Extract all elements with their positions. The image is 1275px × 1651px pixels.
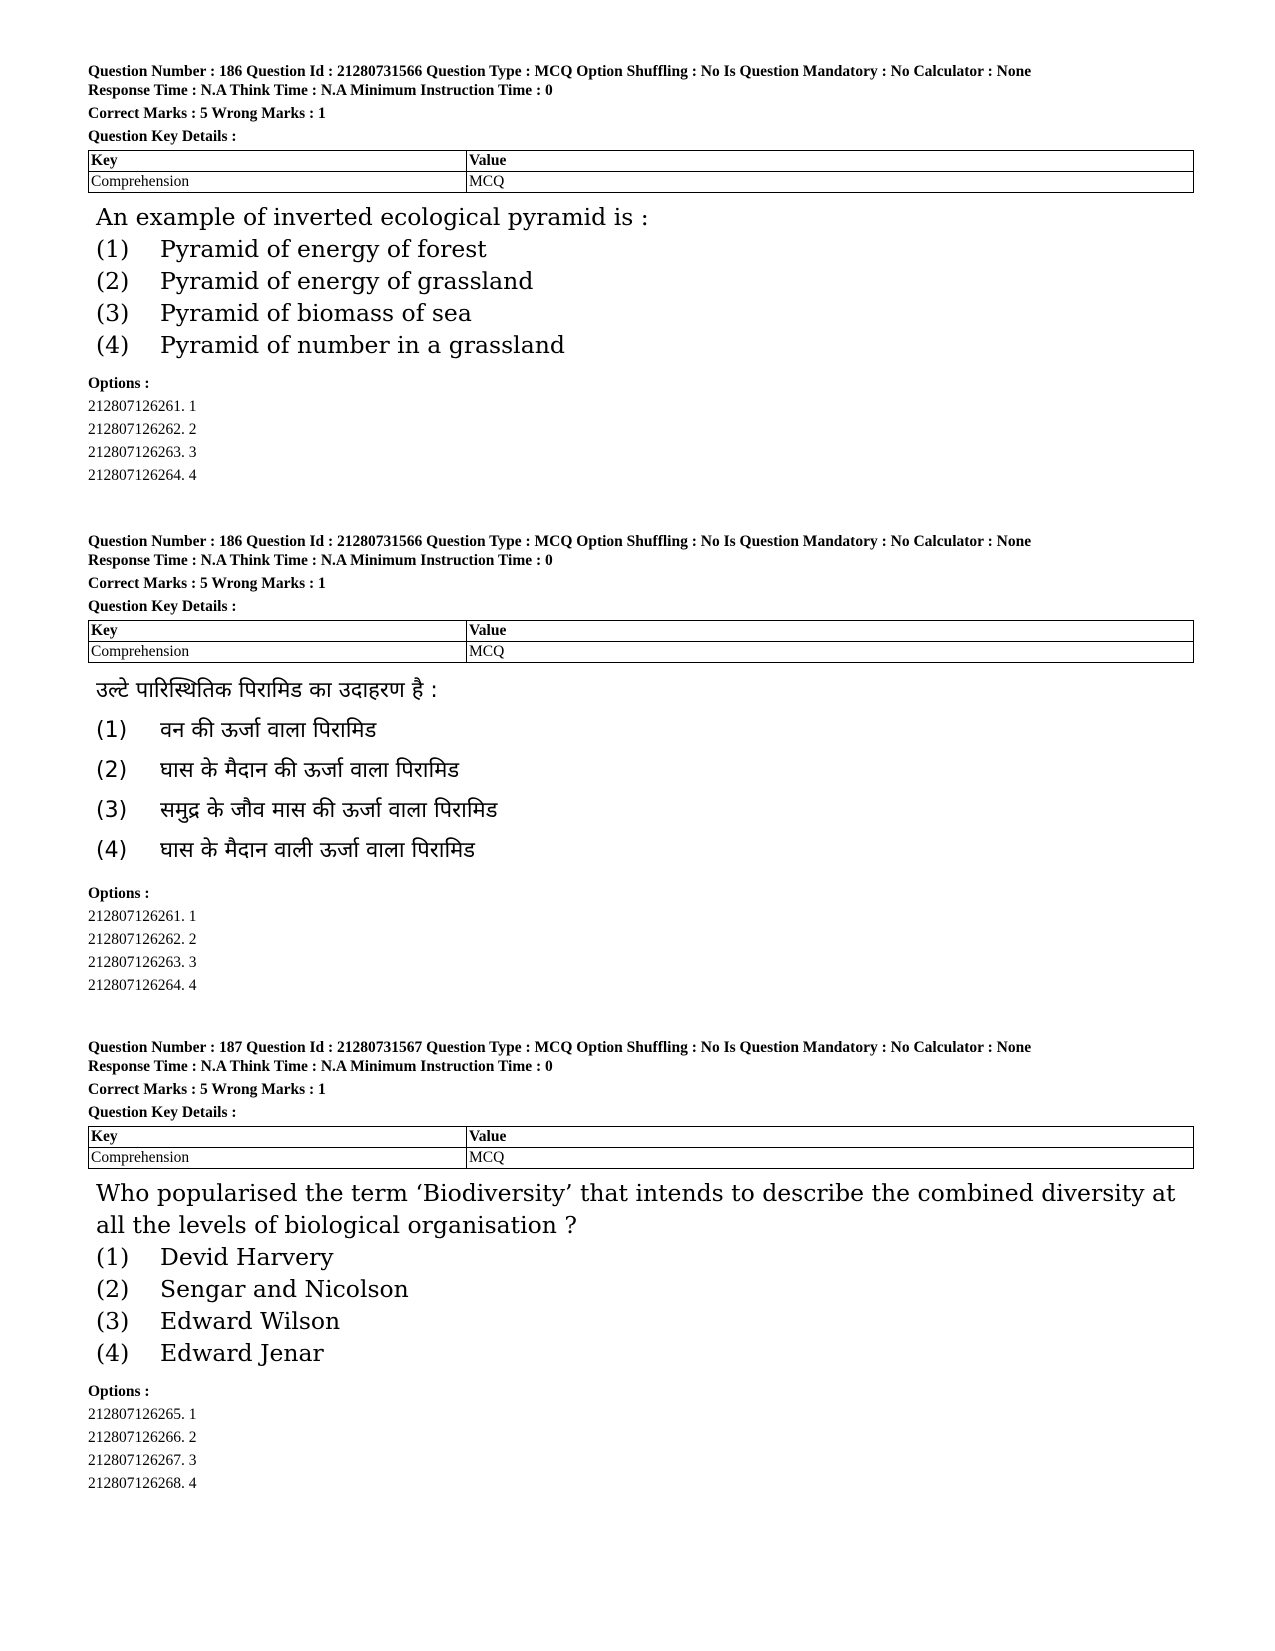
key-details-label: Question Key Details : <box>88 1104 237 1121</box>
table-header-row <box>89 621 1194 642</box>
choice-number: (3) <box>96 299 130 327</box>
option-id: 212807126263. 3 <box>88 444 197 461</box>
answer-choice <box>96 1273 1188 1305</box>
question-text: उल्टे पारिस्थितिक पिरामिड का उदाहरण है : <box>96 678 438 703</box>
table-header-key: Key <box>89 621 467 642</box>
choice-text: Edward Jenar <box>160 1339 324 1367</box>
key-value-table <box>88 150 1194 193</box>
option-id: 212807126265. 1 <box>88 1406 197 1423</box>
question-meta-line: Question Number : 186 Question Id : 21280731566 Question Type : MCQ Option Shuffling : No Is Question Mandatory : No Calculator : None <box>88 533 1032 550</box>
choice-text: Edward Wilson <box>160 1307 341 1335</box>
answer-choice <box>96 297 1188 329</box>
choice-text: Pyramid of energy of grassland <box>160 267 534 295</box>
question-marks: Correct Marks : 5 Wrong Marks : 1 <box>88 575 326 592</box>
key-details-label: Question Key Details : <box>88 128 237 145</box>
answer-choice <box>96 329 1188 361</box>
answer-choice <box>96 1241 1188 1273</box>
options-label: Options : <box>88 1383 150 1400</box>
answer-choice <box>96 1337 1188 1369</box>
question-block <box>88 62 1188 487</box>
table-header-key: Key <box>89 151 467 172</box>
option-id: 212807126267. 3 <box>88 1452 197 1469</box>
choice-number: (3) <box>96 1307 130 1335</box>
table-header-value: Value <box>467 1127 1194 1148</box>
question-meta-line: Question Number : 186 Question Id : 21280731566 Question Type : MCQ Option Shuffling : No Is Question Mandatory : No Calculator : None <box>88 63 1032 80</box>
choice-text: घास के मैदान की ऊर्जा वाला पिरामिड <box>160 758 460 783</box>
choice-text: घास के मैदान वाली ऊर्जा वाला पिरामिड <box>160 838 476 863</box>
option-id: 212807126268. 4 <box>88 1475 197 1492</box>
option-id: 212807126262. 2 <box>88 421 197 438</box>
table-cell-value: MCQ <box>467 642 1194 663</box>
choice-number: (4) <box>96 1339 130 1367</box>
key-value-table <box>88 1126 1194 1169</box>
choice-number: (2) <box>96 267 130 295</box>
choice-text: Pyramid of number in a grassland <box>160 331 565 359</box>
options-label: Options : <box>88 885 150 902</box>
choice-number: (3) <box>96 798 128 823</box>
question-marks: Correct Marks : 5 Wrong Marks : 1 <box>88 105 326 122</box>
choice-text: Devid Harvery <box>160 1243 334 1271</box>
answer-choice <box>96 1305 1188 1337</box>
table-row <box>89 172 1194 193</box>
choice-number: (2) <box>96 758 128 783</box>
question-text: Who popularised the term ‘Biodiversity’ that intends to describe the combined diversity at all the levels of biological organisation ? <box>96 1179 1176 1239</box>
table-cell-key: Comprehension <box>89 172 467 193</box>
question-marks: Correct Marks : 5 Wrong Marks : 1 <box>88 1081 326 1098</box>
option-id: 212807126261. 1 <box>88 908 197 925</box>
answer-choice <box>96 751 1188 791</box>
option-id: 212807126264. 4 <box>88 977 197 994</box>
choice-number: (4) <box>96 838 128 863</box>
table-header-value: Value <box>467 621 1194 642</box>
question-stem <box>88 1177 1188 1369</box>
table-cell-value: MCQ <box>467 1148 1194 1169</box>
key-value-table <box>88 620 1194 663</box>
table-header-row <box>89 151 1194 172</box>
answer-choice <box>96 791 1188 831</box>
answer-choice <box>96 831 1188 871</box>
choice-number: (1) <box>96 235 130 263</box>
choice-text: Pyramid of energy of forest <box>160 235 487 263</box>
answer-choice <box>96 233 1188 265</box>
question-meta-line: Question Number : 187 Question Id : 21280731567 Question Type : MCQ Option Shuffling : No Is Question Mandatory : No Calculator : None <box>88 1039 1032 1056</box>
table-row <box>89 1148 1194 1169</box>
choice-text: Sengar and Nicolson <box>160 1275 409 1303</box>
table-header-row <box>89 1127 1194 1148</box>
table-cell-key: Comprehension <box>89 1148 467 1169</box>
choice-text: समुद्र के जौव मास की ऊर्जा वाला पिरामिड <box>160 798 498 823</box>
option-id: 212807126264. 4 <box>88 467 197 484</box>
choice-number: (1) <box>96 1243 130 1271</box>
question-stem <box>88 201 1188 361</box>
options-label: Options : <box>88 375 150 392</box>
choice-number: (2) <box>96 1275 130 1303</box>
choice-text: Pyramid of biomass of sea <box>160 299 472 327</box>
question-timing-line: Response Time : N.A Think Time : N.A Minimum Instruction Time : 0 <box>88 552 553 569</box>
choice-number: (1) <box>96 718 128 743</box>
table-row <box>89 642 1194 663</box>
table-cell-key: Comprehension <box>89 642 467 663</box>
question-stem <box>88 671 1188 871</box>
question-block <box>88 1038 1188 1495</box>
table-cell-value: MCQ <box>467 172 1194 193</box>
question-text: An example of inverted ecological pyramid is : <box>96 203 649 231</box>
table-header-key: Key <box>89 1127 467 1148</box>
answer-choice <box>96 265 1188 297</box>
option-id: 212807126263. 3 <box>88 954 197 971</box>
question-block <box>88 532 1188 997</box>
answer-choice <box>96 711 1188 751</box>
question-timing-line: Response Time : N.A Think Time : N.A Minimum Instruction Time : 0 <box>88 82 553 99</box>
table-header-value: Value <box>467 151 1194 172</box>
choice-text: वन की ऊर्जा वाला पिरामिड <box>160 718 377 743</box>
choice-number: (4) <box>96 331 130 359</box>
option-id: 212807126262. 2 <box>88 931 197 948</box>
option-id: 212807126261. 1 <box>88 398 197 415</box>
key-details-label: Question Key Details : <box>88 598 237 615</box>
question-timing-line: Response Time : N.A Think Time : N.A Minimum Instruction Time : 0 <box>88 1058 553 1075</box>
option-id: 212807126266. 2 <box>88 1429 197 1446</box>
